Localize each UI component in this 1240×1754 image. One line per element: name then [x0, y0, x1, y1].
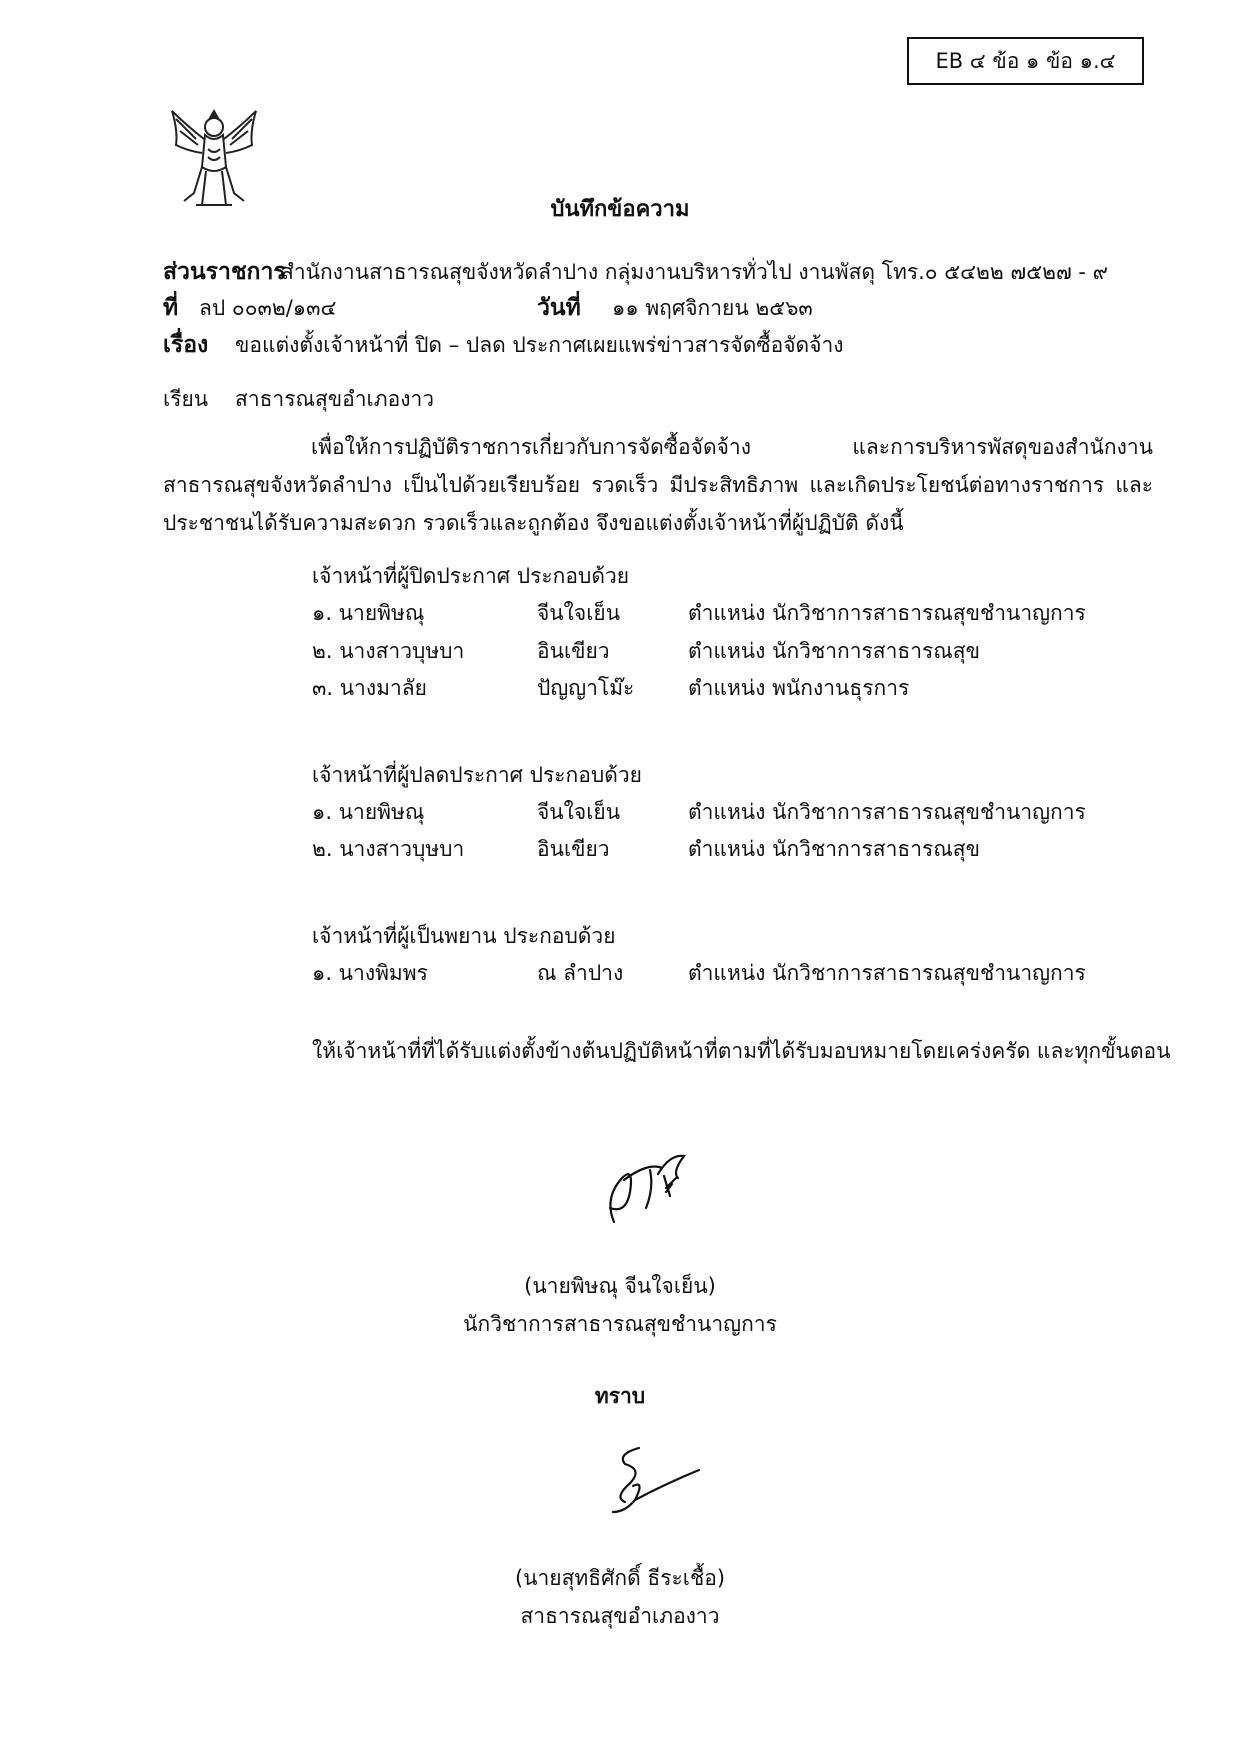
signer1-name: (นายพิษณุ จีนใจเย็น): [524, 1274, 716, 1298]
subject-label: เรื่อง: [163, 332, 209, 358]
signer2-title: สาธารณสุขอำเภองาว: [520, 1604, 720, 1628]
member-name: ๑. นายพิษณุ: [312, 800, 425, 824]
member-position: ตำแหน่ง นักวิชาการสาธารณสุข: [688, 639, 980, 663]
member-position: ตำแหน่ง พนักงานธุรการ: [688, 676, 910, 700]
group-heading: เจ้าหน้าที่ผู้เป็นพยาน ประกอบด้วย: [312, 924, 616, 948]
member-surname: ณ ลำปาง: [537, 961, 624, 985]
signer1-title: นักวิชาการสาธารณสุขชำนาญการ: [463, 1312, 777, 1336]
list-item: [0, 958, 1240, 988]
salutation-value: สาธารณสุขอำเภองาว: [235, 387, 435, 411]
date-label: วันที่: [537, 295, 581, 321]
member-name: ๑. นางพิมพร: [312, 961, 428, 985]
signature-1: [600, 1148, 710, 1228]
member-surname: ปัญญาโม๊ะ: [537, 676, 635, 700]
acknowledge-text: ทราบ: [594, 1384, 646, 1408]
member-position: ตำแหน่ง นักวิชาการสาธารณสุขชำนาญการ: [688, 961, 1086, 985]
list-item: [0, 673, 1240, 703]
member-surname: อินเขียว: [537, 639, 610, 663]
salutation-label: เรียน: [163, 387, 209, 411]
body-text: เพื่อให้การปฏิบัติราชการเกี่ยวกับการจัดซื้อจัดจ้าง และการบริหารพัสดุของสำนักงานสาธารณสุขจังหวัดลำปาง เป็นไปด้วยเรียบร้อย รวดเร็ว มีประสิทธิภาพ และเกิดประโยชน์ต่อทางราชการ และประชาชนได้รับความสะดวก รวดเร็วและถูกต้อง จึงขอแต่งตั้งเจ้าหน้าที่ผู้ปฏิบัติ ดังนี้: [163, 435, 1153, 535]
body-paragraph: [163, 428, 1153, 542]
member-surname: อินเขียว: [537, 837, 610, 861]
list-item: [0, 598, 1240, 628]
list-item: [0, 797, 1240, 827]
member-name: ๒. นางสาวบุษบา: [312, 837, 465, 861]
member-surname: จีนใจเย็น: [537, 601, 621, 625]
signer2-name: (นายสุทธิศักดิ์ ธีระเชื้อ): [514, 1566, 726, 1590]
signature-2: [605, 1440, 705, 1516]
agency-label: ส่วนราชการ: [163, 259, 286, 285]
member-name: ๓. นางมาลัย: [312, 676, 427, 700]
member-name: ๑. นายพิษณุ: [312, 601, 425, 625]
group-heading: เจ้าหน้าที่ผู้ปิดประกาศ ประกอบด้วย: [312, 564, 630, 588]
number-label: ที่: [163, 295, 179, 321]
date-value: ๑๑ พฤศจิกายน ๒๕๖๓: [612, 296, 813, 320]
number-value: ลป ๐๐๓๒/๑๓๔: [199, 296, 337, 320]
member-position: ตำแหน่ง นักวิชาการสาธารณสุข: [688, 837, 980, 861]
reference-box: EB ๔ ข้อ ๑ ข้อ ๑.๔: [907, 37, 1144, 85]
list-item: [0, 636, 1240, 666]
document-title: บันทึกข้อความ: [550, 197, 690, 222]
closing-text: ให้เจ้าหน้าที่ที่ได้รับแต่งตั้งข้างต้นปฏิบัติหน้าที่ตามที่ได้รับมอบหมายโดยเคร่งครัด และทุกขั้นตอน: [312, 1039, 1171, 1063]
member-position: ตำแหน่ง นักวิชาการสาธารณสุขชำนาญการ: [688, 800, 1086, 824]
group-heading: เจ้าหน้าที่ผู้ปลดประกาศ ประกอบด้วย: [312, 763, 642, 787]
list-item: [0, 834, 1240, 864]
member-position: ตำแหน่ง นักวิชาการสาธารณสุขชำนาญการ: [688, 601, 1086, 625]
subject-value: ขอแต่งตั้งเจ้าหน้าที่ ปิด – ปลด ประกาศเผยแพร่ข่าวสารจัดซื้อจัดจ้าง: [235, 333, 844, 357]
member-name: ๒. นางสาวบุษบา: [312, 639, 465, 663]
member-surname: จีนใจเย็น: [537, 800, 621, 824]
agency-value: สำนักงานสาธารณสุขจังหวัดลำปาง กลุ่มงานบริหารทั่วไป งานพัสดุ โทร.๐ ๕๔๒๒ ๗๕๒๗ - ๙: [281, 260, 1109, 284]
